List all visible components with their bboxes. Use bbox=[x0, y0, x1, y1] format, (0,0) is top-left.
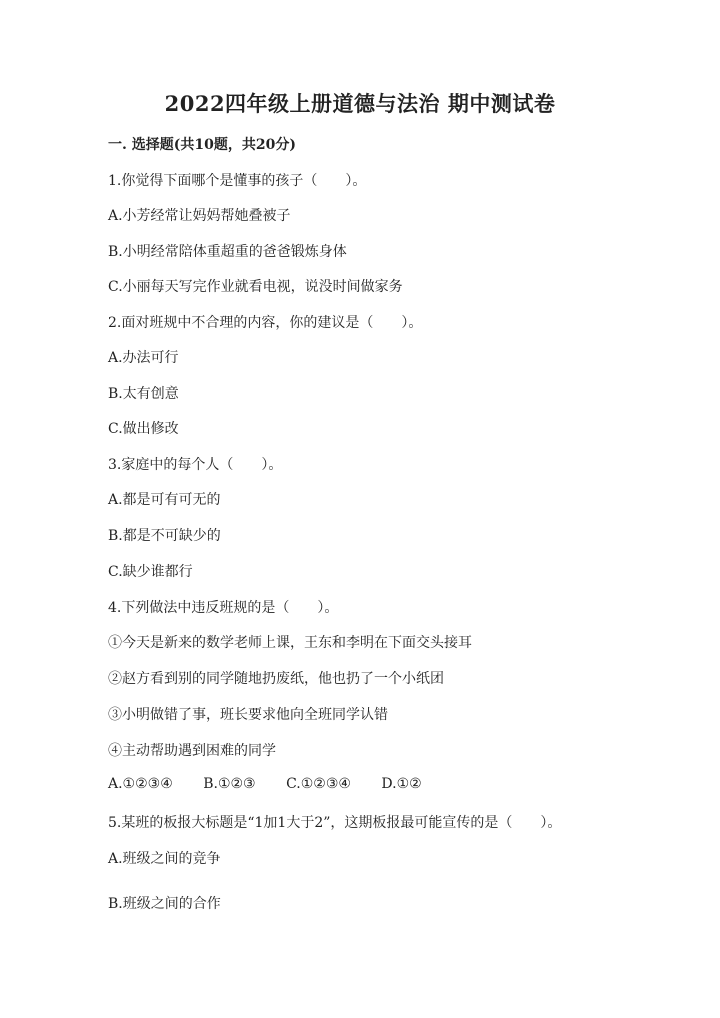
question-1-option-a: A.小芳经常让妈妈帮她叠被子 bbox=[108, 208, 291, 224]
question-4-options bbox=[108, 776, 448, 792]
question-5-stem: 5.某班的板报大标题是“1加1大于2”，这期板报最可能宣传的是（ ）。 bbox=[108, 815, 562, 831]
question-3-option-b: B.都是不可缺少的 bbox=[108, 528, 221, 544]
question-1-option-b: B.小明经常陪体重超重的爸爸锻炼身体 bbox=[108, 244, 347, 260]
question-4-option-c: C.①②③④ bbox=[286, 776, 351, 792]
question-4-statement-4: ④主动帮助遇到困难的同学 bbox=[108, 743, 276, 759]
question-2-stem: 2.面对班规中不合理的内容，你的建议是（ ）。 bbox=[108, 315, 423, 331]
question-4-option-b: B.①②③ bbox=[203, 776, 256, 792]
question-3-option-c: C.缺少谁都行 bbox=[108, 564, 193, 580]
question-4-stem: 4.下列做法中违反班规的是（ ）。 bbox=[108, 600, 339, 616]
question-4-option-a: A.①②③④ bbox=[108, 776, 173, 792]
question-5-option-a: A.班级之间的竞争 bbox=[108, 851, 221, 867]
question-4-statement-3: ③小明做错了事，班长要求他向全班同学认错 bbox=[108, 707, 388, 723]
question-2-option-c: C.做出修改 bbox=[108, 421, 179, 437]
question-4-statement-2: ②赵方看到别的同学随地扔废纸，他也扔了一个小纸团 bbox=[108, 671, 444, 687]
question-5-option-b: B.班级之间的合作 bbox=[108, 896, 221, 912]
question-2-option-a: A.办法可行 bbox=[108, 350, 179, 366]
question-3-option-a: A.都是可有可无的 bbox=[108, 492, 221, 508]
question-3-stem: 3.家庭中的每个人（ ）。 bbox=[108, 457, 283, 473]
question-4-option-d: D.①② bbox=[381, 776, 422, 792]
section-heading: 一. 选择题(共10题，共20分) bbox=[108, 137, 296, 153]
question-1-option-c: C.小丽每天写完作业就看电视，说没时间做家务 bbox=[108, 279, 403, 295]
question-2-option-b: B.太有创意 bbox=[108, 386, 179, 402]
page-title: 2022四年级上册道德与法治 期中测试卷 bbox=[164, 91, 556, 116]
question-1-stem: 1.你觉得下面哪个是懂事的孩子（ ）。 bbox=[108, 173, 367, 189]
question-4-statement-1: ①今天是新来的数学老师上课，王东和李明在下面交头接耳 bbox=[108, 635, 472, 651]
